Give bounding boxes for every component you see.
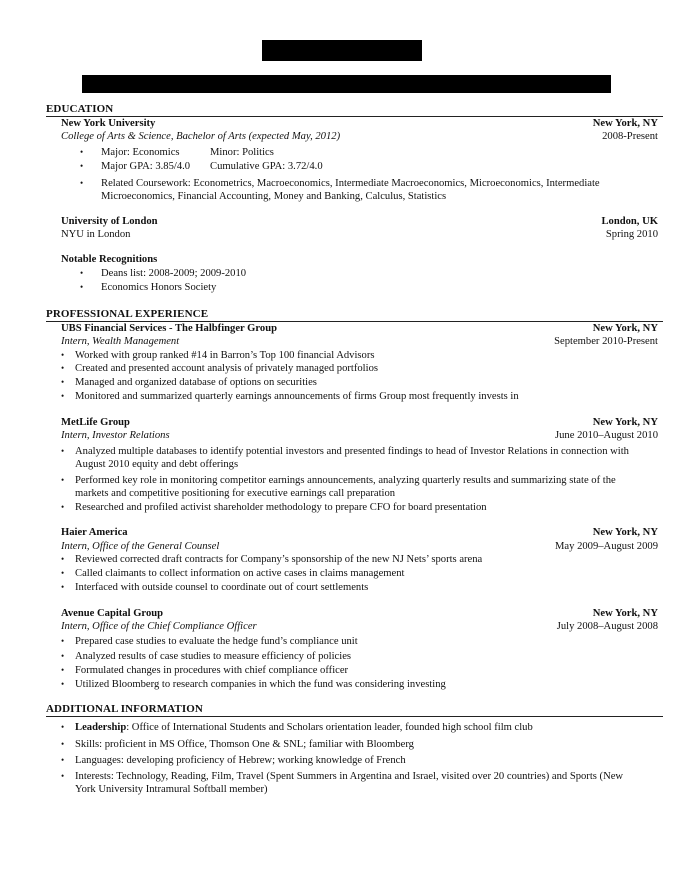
bullet: • [61,391,65,401]
recognition-item: Economics Honors Society [101,282,217,293]
recognition-item: Deans list: 2008-2009; 2009-2010 [101,268,247,279]
bullet: • [61,350,65,360]
haier-bullet-text: Reviewed corrected draft contracts for Company’s sponsorship of the new NJ Nets’ sports arena [75,554,483,565]
bullet: • [61,568,65,578]
bullet: • [80,178,84,188]
company-metlife: MetLife Group [61,417,130,428]
ubs-bullet-text: Created and presented account analysis of privately managed portfolios [75,363,378,374]
bullet: • [61,665,65,675]
bullet: • [61,679,65,689]
degree-nyu: College of Arts & Science, Bachelor of Arts (expected May, 2012) [61,131,341,142]
avenue-bullet-text: Prepared case studies to evaluate the hedge fund’s compliance unit [75,636,358,647]
bullet: • [61,771,65,781]
cumulative-gpa: Cumulative GPA: 3.72/4.0 [210,161,323,172]
section-rule-additional [46,716,663,717]
bullet: • [61,582,65,592]
avenue-bullet-text: Formulated changes in procedures with chief compliance officer [75,665,349,676]
redacted-name [262,40,422,61]
interests-line-1: Interests: Technology, Reading, Film, Travel (Spent Summers in Argentina and Israel, visited over 20 countries) and Sports (New [75,771,624,782]
recognitions-title: Notable Recognitions [61,254,158,265]
metlife-bullet-text: Researched and profiled activist shareholder methodology to prepare CFO for board presentation [75,502,487,513]
bullet: • [80,147,84,157]
metlife-bullet-text: August 2010 equity and debt offerings [75,459,239,470]
ubs-bullet-text: Worked with group ranked #14 in Barron’s Top 100 financial Advisors [75,350,375,361]
program-london: NYU in London [61,229,131,240]
avenue-bullet-text: Analyzed results of case studies to measure efficiency of policies [75,651,352,662]
bullet: • [61,651,65,661]
minor: Minor: Politics [210,147,274,158]
location-metlife: New York, NY [592,417,658,428]
section-title-education: EDUCATION [46,103,114,115]
role-avenue: Intern, Office of the Chief Compliance Officer [61,621,257,632]
leadership-text: : Office of International Students and Scholars orientation leader, founded high school film club [126,722,533,733]
major: Major: Economics [101,147,180,158]
bullet: • [61,363,65,373]
bullet: • [61,636,65,646]
bullet: • [61,446,65,456]
company-ubs: UBS Financial Services - The Halbfinger Group [61,323,278,334]
haier-bullet-text: Interfaced with outside counsel to coordinate out of court settlements [75,582,369,593]
leadership-label: Leadership [75,722,127,733]
dates-metlife: June 2010–August 2010 [555,430,658,441]
dates-haier: May 2009–August 2009 [555,541,658,552]
location-haier: New York, NY [592,527,658,538]
role-ubs: Intern, Wealth Management [61,336,180,347]
bullet: • [61,502,65,512]
skills-line: Skills: proficient in MS Office, Thomson One & SNL; familiar with Bloomberg [75,739,414,750]
ubs-bullet-text: Monitored and summarized quarterly earnings announcements of firms Group most frequently invests in [75,391,519,402]
company-haier: Haier America [61,527,128,538]
languages-line: Languages: developing proficiency of Hebrew; working knowledge of French [75,755,406,766]
dates-avenue: July 2008–August 2008 [556,621,658,632]
haier-bullet-text: Called claimants to collect information on active cases in claims management [75,568,405,579]
metlife-bullet-text: Performed key role in monitoring competitor earnings announcements, analyzing quarterly results and summarizing state of the [75,475,616,486]
interests-line-2: York University Intramural Softball member) [75,784,268,795]
bullet: • [61,722,65,732]
bullet: • [61,554,65,564]
bullet: • [80,268,84,278]
location-ubs: New York, NY [592,323,658,334]
bullet: • [80,282,84,292]
section-title-additional: ADDITIONAL INFORMATION [46,703,203,715]
role-metlife: Intern, Investor Relations [61,430,170,441]
metlife-bullet-text: markets and competitive positioning for executive earnings call preparation [75,488,396,499]
metlife-bullet-text: Analyzed multiple databases to identify potential investors and presented findings to head of Investor Relations in connection with [75,446,629,457]
leadership-line [75,721,533,734]
avenue-bullet-text: Utilized Bloomberg to research companies in which the fund was considering investing [75,679,446,690]
bullet: • [61,755,65,765]
role-haier: Intern, Office of the General Counsel [61,541,220,552]
dates-london: Spring 2010 [605,229,658,240]
major-gpa: Major GPA: 3.85/4.0 [101,161,191,172]
location-london: London, UK [601,216,658,227]
coursework-line-1: Related Coursework: Econometrics, Macroeconomics, Intermediate Macroeconomics, Microeconomics, Intermediate [101,178,600,189]
school-london: University of London [61,216,158,227]
bullet: • [80,161,84,171]
dates-ubs: September 2010-Present [554,336,658,347]
bullet: • [61,739,65,749]
ubs-bullet-text: Managed and organized database of options on securities [75,377,317,388]
bullet: • [61,475,65,485]
section-title-experience: PROFESSIONAL EXPERIENCE [46,308,209,320]
coursework-line-2: Microeconomics, Financial Accounting, Money and Banking, Calculus, Statistics [101,191,447,202]
school-nyu: New York University [61,118,156,129]
dates-nyu: 2008-Present [602,131,658,142]
redacted-contact [82,75,611,93]
location-avenue: New York, NY [592,608,658,619]
company-avenue: Avenue Capital Group [61,608,164,619]
location-nyu: New York, NY [592,118,658,129]
bullet: • [61,377,65,387]
